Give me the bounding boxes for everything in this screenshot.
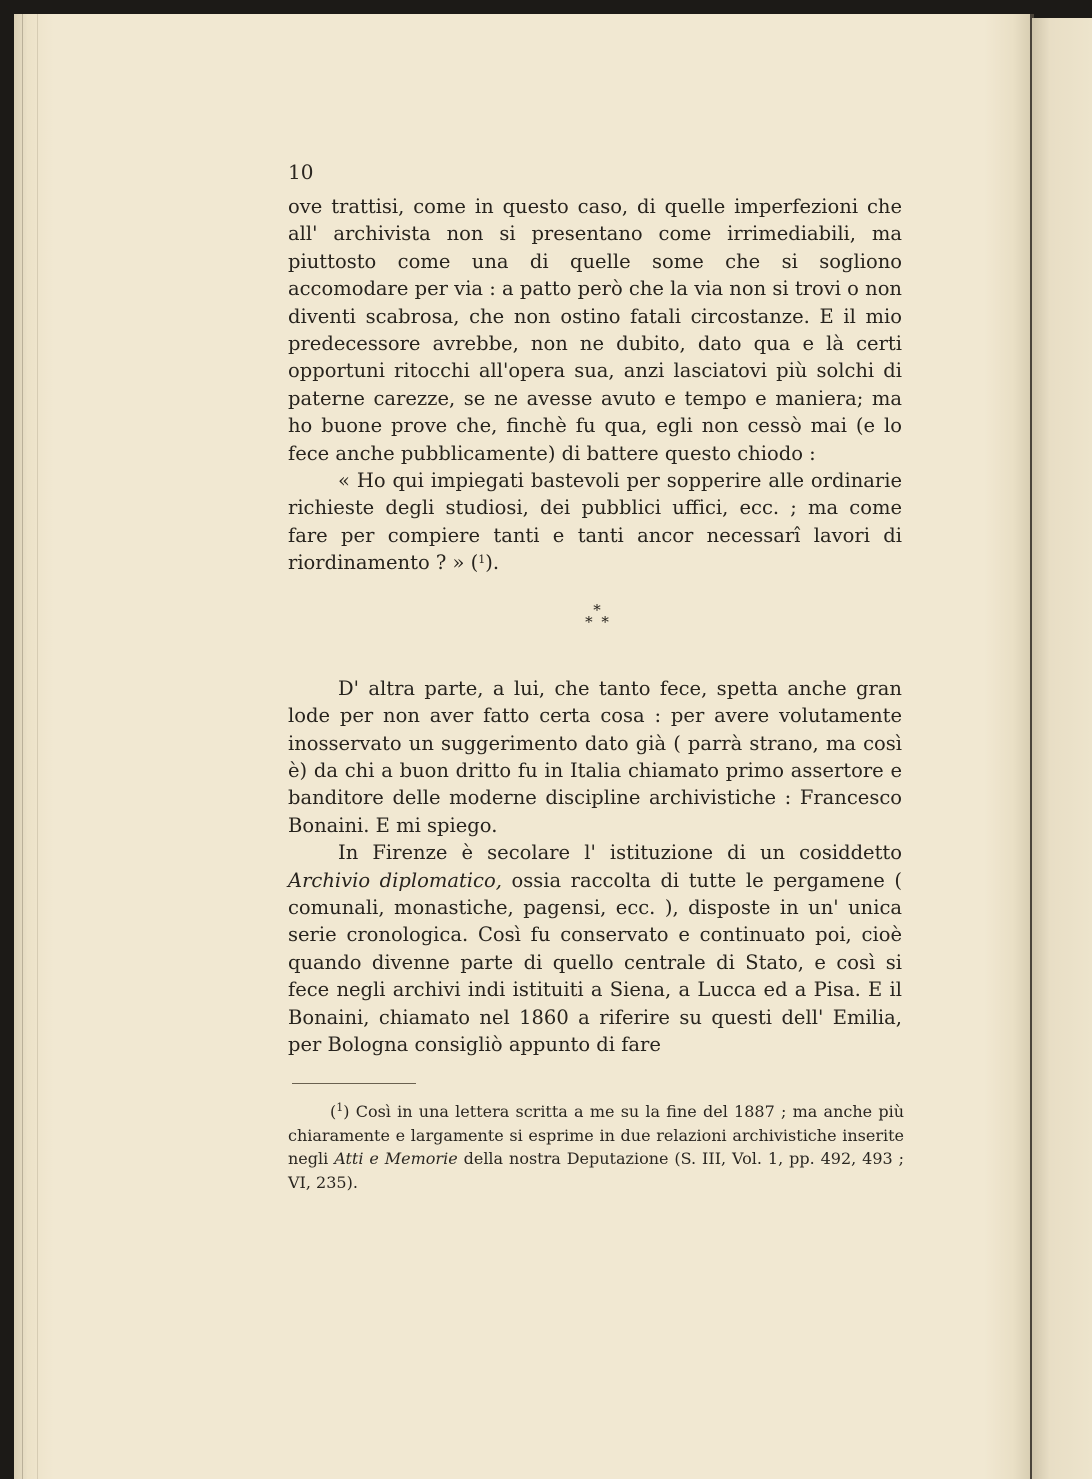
paragraph-4 [288,839,902,1058]
footnote-1: ($^1$) Così in una lettera scritta a me su la fine del 1887 ; ma anche più chiaramente e largamente si esprime in due relazioni archivistiche inserite negli Atti e Memorie della nostra Deputazione (S. III, Vol. 1, pp. 492, 493 ; VI, 235). [288,1101,905,1192]
paragraph-3: D' altra parte, a lui, che tanto fece, spetta anche gran lode per non aver fatto certa cosa : per avere volutamente inosservato un suggerimento dato già ( parrà strano, ma così è) da chi a buon dritto fu in Italia chiamato primo assertore e banditore delle moderne discipline archivistiche : Francesco Bonaini. E mi spiego. [288,676,902,837]
paragraph-4-start: In Firenze è secolare l' istituzione di un cosiddetto [338,841,902,865]
paragraph-1: ove trattisi, come in questo caso, di quelle imperfezioni che all' archivista non si presentano come irrimediabili, ma piuttosto come una di quelle some che si sogliono accomodare per via : a patto però che la via non si trovi o non diventi scabrosa, che non ostino fatali circostanze. E il mio predecessore avrebbe, non ne dubito, dato qua e là certi opportuni ritocchi all'opera sua, anzi lasciatovi più solchi di paterne carezze, se ne avesse avuto e tempo e maniera; ma ho buone prove che, finchè fu qua, egli non cessò mai (e lo fece anche pubblicamente) di battere questo chiodo : [288,195,902,465]
footnotes-block [288,1100,904,1194]
adjacent-page-edge [1032,18,1092,1479]
quote-text: « Ho qui impiegati bastevoli per sopperire alle ordinarie richieste degli studiosi, dei pubblici uffici, ecc. ; ma come fare per compiere tanti e tanti ancor necessarî lavori di riordinamento ? » [288,469,902,575]
asterism-symbol: * * * [585,600,611,631]
footnote-number: 1 [336,1101,344,1114]
footnote-1-italic: Atti e Memorie [334,1149,458,1169]
paragraph-quote: « Ho qui impiegati bastevoli per sopperire alle ordinarie richieste degli studiosi, dei pubblici uffici, ecc. ; ma come fare per compiere tanti e tanti ancor necessarî lavori di riordinamento ? » ($^1$). [288,469,902,575]
main-text-block [288,193,902,1058]
footnote-1-end: della nostra Deputazione (S. III, Vol. 1, pp. 492, 493 ; VI, 235). [288,1149,905,1192]
footnote-1-start: Così in una lettera scritta a me su la fine del 1887 ; ma anche più chiaramente e largamente si esprime in due relazioni archivistiche inserite negli [288,1102,904,1169]
quote-end: . [492,551,500,575]
section-asterism [288,577,902,675]
page-number: 10 [288,160,314,184]
paragraph-4-italic: Archivio diplomatico, [288,868,502,892]
page-gutter-edge [22,14,38,1479]
footnote-divider [292,1083,416,1084]
paragraph-4-end: ossia raccolta di tutte le pergamene ( comunali, monastiche, pagensi, ecc. ), disposte in un' unica serie cronologica. Così fu conservato e continuato poi, cioè quando divenne parte di quello centrale di Stato, e così si fece negli archivi indi istituiti a Siena, a Lucca ed a Pisa. E il Bonaini, chiamato nel 1860 a riferire su questi dell' Emilia, per Bologna consigliò appunto di fare [288,868,902,1056]
footnote-reference: 1 [478,553,486,567]
